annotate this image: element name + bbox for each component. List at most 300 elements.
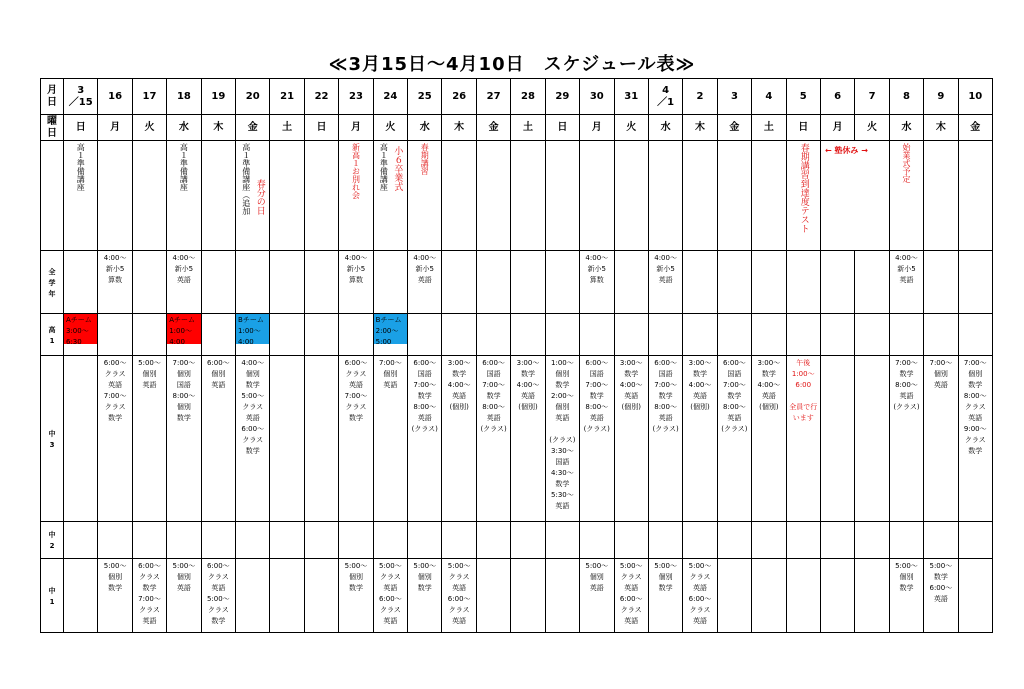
chuu2-cell <box>683 522 717 559</box>
chuu1-cell <box>614 559 648 633</box>
event-cell <box>304 141 338 251</box>
koukou1-cell <box>339 314 373 356</box>
chuu1-entry: 5:00～ 個別 英語 <box>172 562 196 592</box>
chuu1-cell <box>236 559 270 633</box>
chuu2-cell <box>511 522 545 559</box>
chuu1-cell <box>648 559 682 633</box>
chuu3-entry: 3:00～ 数学 4:00～ 英語 (個別) <box>516 359 540 411</box>
team-block: Aチーム 3:00～ 6:30 <box>64 314 97 344</box>
chuu3-entry: 3:00～ 数学 4:00～ 英語 (個別) <box>619 359 643 411</box>
chuu1-cell <box>270 559 304 633</box>
date-label: 28 <box>521 90 535 102</box>
chuu2-cell <box>717 522 751 559</box>
weekday-cell: 土 <box>511 115 545 141</box>
chuu1-cell <box>132 559 166 633</box>
chuu1-entry: 5:00～ 個別 数学 <box>895 562 918 592</box>
all-grades-cell <box>373 251 407 314</box>
date-label: 21 <box>280 90 295 102</box>
chuu3-entry: 6:00～ クラス 英語 7:00～ クラス 数学 <box>103 359 127 422</box>
chuu2-cell <box>855 522 889 559</box>
weekday-cell: 木 <box>201 115 235 141</box>
chuu3-entry: 3:00～ 数学 4:00～ 英語 (個別) <box>688 359 712 411</box>
event-cell <box>408 141 442 251</box>
koukou1-cell <box>580 314 614 356</box>
event-cell <box>132 141 166 251</box>
weekday-cell: 土 <box>270 115 304 141</box>
chuu1-cell <box>924 559 958 633</box>
event-cell <box>717 141 751 251</box>
weekday-cell: 月 <box>580 115 614 141</box>
team-block: Aチーム 1:00～ 4:00 <box>167 314 200 344</box>
chuu3-cell <box>132 356 166 522</box>
chuu1-cell <box>98 559 132 633</box>
koukou1-cell <box>545 314 579 356</box>
chuu1-cell <box>889 559 923 633</box>
date-cell <box>339 79 373 115</box>
event-cell <box>545 141 579 251</box>
all-grades-cell <box>339 251 373 314</box>
date-cell <box>752 79 786 115</box>
date-label: 24 <box>383 90 398 102</box>
chuu3-cell <box>64 356 98 522</box>
chuu3-cell <box>889 356 923 522</box>
chuu3-cell <box>752 356 786 522</box>
all-grades-entry: 4:00～ 新小5 英語 <box>654 254 677 284</box>
koukou1-cell <box>201 314 235 356</box>
koukou1-cell <box>98 314 132 356</box>
chuu1-cell <box>752 559 786 633</box>
koukou1-cell <box>304 314 338 356</box>
chuu2-cell <box>958 522 992 559</box>
chuu1-entry: 6:00～ クラス 英語 5:00～ クラス 数学 <box>206 562 230 625</box>
all-grades-cell <box>511 251 545 314</box>
date-label: 26 <box>452 90 467 102</box>
weekday-cell: 月 <box>820 115 854 141</box>
chuu2-cell <box>889 522 923 559</box>
date-cell <box>717 79 751 115</box>
date-cell <box>855 79 889 115</box>
koukou1-cell <box>614 314 648 356</box>
chuu1-cell <box>511 559 545 633</box>
chuu3-entry: 6:00～ 国語 7:00～ 数学 8:00～ 英語 (クラス) <box>583 359 610 433</box>
event-cell <box>373 141 407 251</box>
koukou1-cell <box>236 314 270 356</box>
date-cell <box>98 79 132 115</box>
chuu3-entry: 3:00～ 数学 4:00～ 英語 (個別) <box>757 359 781 411</box>
chuu1-cell <box>958 559 992 633</box>
koukou1-cell <box>924 314 958 356</box>
chuu3-entry: 7:00～ 個別 英語 <box>929 359 953 389</box>
koukou1-row <box>41 314 993 356</box>
chuu3-cell <box>786 356 820 522</box>
chuu3-cell <box>442 356 476 522</box>
all-grades-entry: 4:00～ 新小5 算数 <box>344 254 368 284</box>
page-title: ≪3月15日～4月10日 スケジュール表≫ <box>328 54 696 75</box>
date-label: 7 <box>868 90 876 102</box>
weekday-header: 曜 日 <box>41 115 64 141</box>
chuu3-entry: 1:00～ 個別 数学 2:00～ 個別 英語 (クラス) 3:30～ 国語 4:30～ 数学 5:30～ 英語 <box>549 359 576 510</box>
date-cell <box>442 79 476 115</box>
chuu3-cell <box>373 356 407 522</box>
chuu3-cell <box>580 356 614 522</box>
chuu3-entry: 6:00～ 国語 7:00～ 数学 8:00～ 英語 (クラス) <box>411 359 438 433</box>
month-day-header: 月 日 <box>41 79 64 115</box>
chuu3-cell <box>270 356 304 522</box>
chuu2-cell <box>614 522 648 559</box>
chuu1-cell <box>683 559 717 633</box>
chuu2-cell <box>132 522 166 559</box>
all-grades-cell <box>545 251 579 314</box>
date-label: 30 <box>589 90 604 102</box>
prep-course-note: 高１準備講座（追加 <box>241 143 251 215</box>
koukou1-cell <box>373 314 407 356</box>
chuu2-cell <box>924 522 958 559</box>
all-grades-cell <box>614 251 648 314</box>
all-grades-cell <box>752 251 786 314</box>
all-grades-cell <box>924 251 958 314</box>
chuu2-cell <box>786 522 820 559</box>
event-cell <box>786 141 820 251</box>
chuu1-entry: 6:00～ クラス 数学 7:00～ クラス 英語 <box>138 562 161 625</box>
event-cell <box>580 141 614 251</box>
chuu1-entry: 5:00～ クラス 英語 6:00～ クラス 英語 <box>378 562 402 625</box>
chuu2-row <box>41 522 993 559</box>
date-label: 29 <box>555 90 570 102</box>
chuu1-cell <box>820 559 854 633</box>
koukou1-cell <box>717 314 751 356</box>
chuu1-cell <box>786 559 820 633</box>
koukou1-cell <box>511 314 545 356</box>
weekday-cell: 火 <box>855 115 889 141</box>
date-label: 27 <box>486 90 501 102</box>
weekday-cell: 日 <box>786 115 820 141</box>
chuu1-entry: 5:00～ クラス 英語 6:00～ クラス 英語 <box>619 562 643 625</box>
weekday-cell: 金 <box>476 115 510 141</box>
closure-note: ← 塾休み → <box>824 146 868 155</box>
weekday-cell: 日 <box>304 115 338 141</box>
event-note: 春期講習到達度テスト <box>798 143 809 233</box>
koukou1-cell <box>752 314 786 356</box>
date-label: 4 ／1 <box>657 84 675 108</box>
event-cell <box>167 141 201 251</box>
date-label: 17 <box>142 90 157 102</box>
event-note: 新高１お別れ会 <box>351 143 361 199</box>
chuu3-entry: 6:00～ 国語 7:00～ 数学 8:00～ 英語 (クラス) <box>480 359 507 433</box>
chuu3-row <box>41 356 993 522</box>
events-row <box>41 141 993 251</box>
date-cell <box>132 79 166 115</box>
chuu1-cell <box>304 559 338 633</box>
date-label: 22 <box>314 90 329 102</box>
chuu2-cell <box>236 522 270 559</box>
chuu2-label: 中 2 <box>41 522 64 559</box>
koukou1-cell <box>270 314 304 356</box>
chuu3-cell <box>201 356 235 522</box>
event-note: 始業式予定 <box>901 143 911 183</box>
koukou1-cell <box>958 314 992 356</box>
weekday-cell: 火 <box>373 115 407 141</box>
chuu3-entry: 5:00～ 個別 英語 <box>138 359 161 389</box>
all-grades-entry: 4:00～ 新小5 英語 <box>413 254 437 284</box>
date-cell <box>648 79 682 115</box>
koukou1-cell <box>442 314 476 356</box>
chuu3-entry: 4:00～ 個別 数学 5:00～ クラス 英語 6:00～ クラス 数学 <box>241 359 265 455</box>
event-cell <box>476 141 510 251</box>
chuu3-label: 中 3 <box>41 356 64 522</box>
weekday-cell: 火 <box>614 115 648 141</box>
date-label: 6 <box>834 90 842 102</box>
all-grades-cell <box>201 251 235 314</box>
koukou1-cell <box>648 314 682 356</box>
date-label: 4 <box>765 90 773 102</box>
chuu2-cell <box>98 522 132 559</box>
date-label: 3 <box>730 90 738 102</box>
date-label: 5 <box>799 90 807 102</box>
weekday-cell: 水 <box>408 115 442 141</box>
event-cell <box>958 141 992 251</box>
chuu3-entry: 6:00～ 個別 英語 <box>206 359 230 389</box>
event-cell <box>924 141 958 251</box>
koukou1-cell <box>408 314 442 356</box>
event-cell <box>339 141 373 251</box>
all-grades-cell <box>304 251 338 314</box>
chuu1-entry: 5:00～ 個別 数学 <box>344 562 368 592</box>
all-grades-cell <box>717 251 751 314</box>
date-cell <box>511 79 545 115</box>
koukou1-cell <box>889 314 923 356</box>
date-cell <box>476 79 510 115</box>
all-grades-cell <box>958 251 992 314</box>
koukou1-cell <box>476 314 510 356</box>
chuu2-cell <box>476 522 510 559</box>
chuu1-cell <box>855 559 889 633</box>
all-grades-cell <box>889 251 923 314</box>
weekday-row <box>41 115 993 141</box>
date-label: 2 <box>696 90 704 102</box>
chuu3-cell <box>408 356 442 522</box>
weekday-cell: 火 <box>132 115 166 141</box>
event-cell <box>98 141 132 251</box>
chuu2-cell <box>304 522 338 559</box>
chuu3-cell <box>476 356 510 522</box>
chuu3-cell <box>924 356 958 522</box>
chuu3-entry: 7:00～ 個別 英語 <box>378 359 402 389</box>
chuu1-cell <box>442 559 476 633</box>
date-cell <box>786 79 820 115</box>
chuu1-row <box>41 559 993 633</box>
chuu1-entry: 5:00～ 個別 数学 <box>654 562 677 592</box>
koukou1-cell <box>855 314 889 356</box>
date-label: 10 <box>968 90 983 102</box>
chuu3-cell <box>820 356 854 522</box>
chuu2-cell <box>752 522 786 559</box>
all-grades-cell <box>167 251 201 314</box>
chuu1-cell <box>167 559 201 633</box>
event-cell <box>64 141 98 251</box>
all-grades-cell <box>270 251 304 314</box>
chuu2-cell <box>339 522 373 559</box>
chuu2-cell <box>373 522 407 559</box>
chuu3-entry: 7:00～ 数学 8:00～ 英語 (クラス) <box>893 359 920 411</box>
weekday-cell: 日 <box>64 115 98 141</box>
weekday-cell: 月 <box>339 115 373 141</box>
chuu1-entry: 5:00～ 個別 数学 <box>413 562 437 592</box>
event-cell <box>889 141 923 251</box>
date-label: 31 <box>624 90 639 102</box>
chuu1-cell <box>476 559 510 633</box>
weekday-cell: 日 <box>545 115 579 141</box>
chuu3-entry: 午後 1:00～ 6:00 全員で行います <box>789 359 818 422</box>
weekday-cell: 月 <box>98 115 132 141</box>
event-cell <box>614 141 648 251</box>
date-cell <box>236 79 270 115</box>
chuu1-cell <box>64 559 98 633</box>
weekday-cell: 金 <box>236 115 270 141</box>
weekday-cell: 水 <box>167 115 201 141</box>
chuu3-entry: 6:00～ 国語 7:00～ 数学 8:00～ 英語 (クラス) <box>652 359 679 433</box>
all-grades-cell <box>64 251 98 314</box>
chuu3-entry: 7:00～ 個別 国語 8:00～ 個別 数学 <box>172 359 196 422</box>
events-row-label <box>41 141 64 251</box>
chuu2-cell <box>580 522 614 559</box>
koukou1-label: 高 1 <box>41 314 64 356</box>
weekday-cell: 水 <box>889 115 923 141</box>
chuu3-cell <box>545 356 579 522</box>
graduation-note: 小６卒業式 <box>392 146 403 191</box>
chuu3-cell <box>304 356 338 522</box>
chuu3-cell <box>648 356 682 522</box>
date-cell <box>889 79 923 115</box>
weekday-cell: 金 <box>958 115 992 141</box>
all-grades-cell <box>580 251 614 314</box>
chuu1-cell <box>373 559 407 633</box>
date-cell <box>580 79 614 115</box>
date-label: 20 <box>245 90 260 102</box>
event-cell <box>752 141 786 251</box>
date-cell <box>958 79 992 115</box>
event-cell <box>442 141 476 251</box>
all-grades-cell <box>820 251 854 314</box>
date-label: 8 <box>902 90 910 102</box>
date-label: 19 <box>211 90 226 102</box>
date-cell <box>167 79 201 115</box>
all-grades-cell <box>683 251 717 314</box>
all-grades-cell <box>786 251 820 314</box>
chuu1-cell <box>717 559 751 633</box>
chuu2-cell <box>64 522 98 559</box>
date-cell <box>545 79 579 115</box>
date-label: 25 <box>417 90 432 102</box>
all-grades-cell <box>132 251 166 314</box>
chuu3-cell <box>167 356 201 522</box>
chuu1-cell <box>201 559 235 633</box>
koukou1-cell <box>167 314 201 356</box>
date-label: 23 <box>348 90 363 102</box>
chuu2-cell <box>545 522 579 559</box>
all-grades-cell <box>855 251 889 314</box>
chuu1-cell <box>545 559 579 633</box>
all-grades-cell <box>236 251 270 314</box>
event-cell <box>683 141 717 251</box>
date-label: 18 <box>176 90 191 102</box>
all-grades-cell <box>476 251 510 314</box>
date-cell <box>924 79 958 115</box>
event-cell <box>820 141 889 251</box>
all-grades-entry: 4:00～ 新小5 算数 <box>585 254 609 284</box>
chuu1-entry: 5:00～ 数学 6:00～ 英語 <box>929 562 953 603</box>
date-row <box>41 79 993 115</box>
chuu2-cell <box>201 522 235 559</box>
all-grades-row <box>41 251 993 314</box>
koukou1-cell <box>64 314 98 356</box>
event-cell <box>201 141 235 251</box>
event-note: 高１準備講座 <box>179 143 189 191</box>
chuu2-cell <box>442 522 476 559</box>
date-cell <box>373 79 407 115</box>
weekday-cell: 土 <box>752 115 786 141</box>
all-grades-entry: 4:00～ 新小5 英語 <box>172 254 196 284</box>
all-grades-cell <box>648 251 682 314</box>
weekday-cell: 金 <box>717 115 751 141</box>
koukou1-cell <box>132 314 166 356</box>
chuu1-entry: 5:00～ クラス 英語 6:00～ クラス 英語 <box>688 562 712 625</box>
event-cell <box>511 141 545 251</box>
chuu3-entry: 7:00～ 個別 数学 8:00～ クラス 英語 9:00～ クラス 数学 <box>963 359 987 455</box>
chuu2-cell <box>408 522 442 559</box>
all-grades-cell <box>442 251 476 314</box>
chuu3-cell <box>855 356 889 522</box>
team-block: Bチーム 1:00～ 4:00 <box>236 314 269 344</box>
chuu2-cell <box>648 522 682 559</box>
chuu3-entry: 6:00～ クラス 英語 7:00～ クラス 数学 <box>344 359 368 422</box>
chuu1-cell <box>580 559 614 633</box>
date-label: 16 <box>108 90 123 102</box>
date-label: 9 <box>937 90 945 102</box>
date-cell <box>820 79 854 115</box>
date-cell <box>408 79 442 115</box>
all-grades-cell <box>98 251 132 314</box>
chuu3-cell <box>236 356 270 522</box>
chuu1-label: 中 1 <box>41 559 64 633</box>
date-cell <box>614 79 648 115</box>
koukou1-cell <box>786 314 820 356</box>
all-grades-cell <box>408 251 442 314</box>
chuu2-cell <box>270 522 304 559</box>
date-cell <box>270 79 304 115</box>
chuu1-cell <box>339 559 373 633</box>
chuu2-cell <box>820 522 854 559</box>
chuu3-cell <box>958 356 992 522</box>
event-cell <box>648 141 682 251</box>
chuu1-entry: 5:00～ 個別 英語 <box>585 562 609 592</box>
event-note: 高１準備講座 <box>76 143 86 191</box>
chuu3-cell <box>98 356 132 522</box>
chuu3-cell <box>717 356 751 522</box>
schedule-table <box>40 78 993 633</box>
team-block: Bチーム 2:00～ 5:00 <box>374 314 407 344</box>
all-grades-entry: 4:00～ 新小5 算数 <box>103 254 127 284</box>
chuu1-entry: 5:00～ 個別 数学 <box>103 562 127 592</box>
event-cell <box>236 141 270 251</box>
chuu3-entry: 3:00～ 数学 4:00～ 英語 (個別) <box>447 359 471 411</box>
all-grades-entry: 4:00～ 新小5 英語 <box>895 254 918 284</box>
date-cell <box>683 79 717 115</box>
date-cell <box>64 79 98 115</box>
date-label: 3 ／15 <box>68 84 93 108</box>
chuu3-cell <box>683 356 717 522</box>
weekday-cell: 木 <box>442 115 476 141</box>
weekday-cell: 木 <box>683 115 717 141</box>
